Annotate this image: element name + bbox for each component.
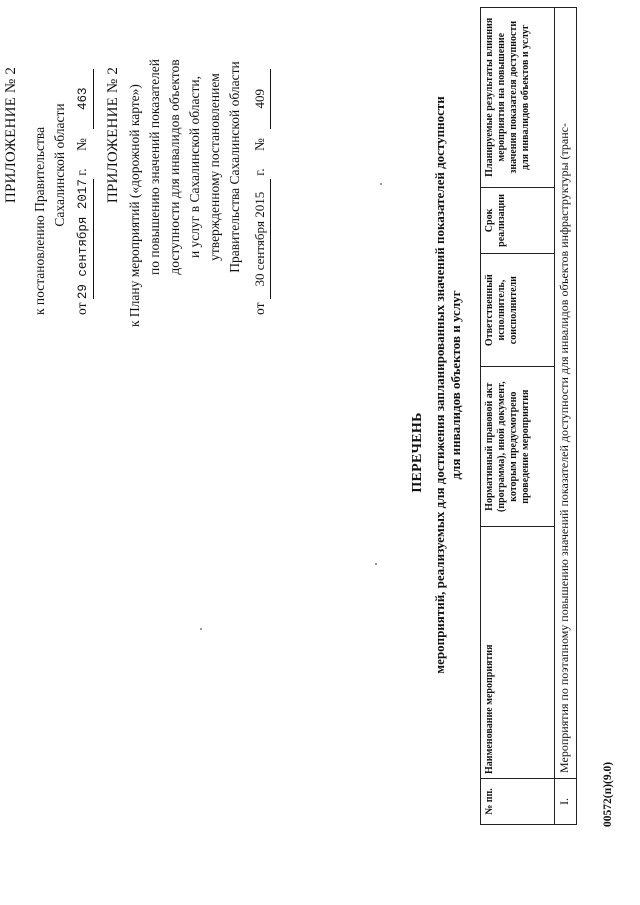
section-number: I.	[555, 778, 577, 824]
col-header-deadline: Срок реализации	[481, 187, 555, 254]
appendix-current-date: 29 сентября 2017	[73, 179, 94, 299]
col-header-legal-act: Нормативный правовой акт (программа), иной документ, которым предусмотрено проведение мероприятия	[481, 366, 555, 526]
appendix-current-date-line	[72, 69, 94, 315]
scan-speck	[375, 563, 377, 565]
appendix-previous-title: ПРИЛОЖЕНИЕ № 2	[105, 66, 121, 204]
appendix-current-title: ПРИЛОЖЕНИЕ № 2	[3, 66, 19, 204]
appendix-previous-date: 30 сентября 2015	[250, 179, 271, 299]
col-header-planned-results: Планируемые результаты влияния мероприятия на повышение значения показателя доступности для инвалидов объектов и услуг	[481, 8, 555, 188]
col-header-responsible: Ответственный исполнитель, соисполнители	[481, 254, 555, 367]
appendix-previous-line: и услуг в Сахалинской области,	[187, 75, 202, 259]
document-title: ПЕРЕЧЕНЬ	[410, 412, 425, 493]
number-sign: №	[252, 138, 267, 151]
document-subtitle-line1: мероприятий, реализуемых для достижения запланированных значений показателей доступности	[432, 96, 447, 674]
document-code: 00572(п)(9.0)	[602, 761, 614, 827]
from-word: от	[74, 302, 89, 315]
scan-speck	[200, 628, 202, 630]
appendix-previous-text	[125, 7, 245, 327]
document-subtitle-line2: для инвалидов объектов и услуг	[448, 290, 463, 480]
appendix-previous-number: 409	[250, 69, 271, 129]
year-suffix: г.	[74, 168, 89, 176]
appendix-current-line2: Сахалинской области	[52, 103, 67, 227]
from-word: от	[252, 302, 267, 315]
number-sign: №	[74, 138, 89, 151]
appendix-previous-line: доступности для инвалидов объектов	[167, 59, 182, 275]
appendix-previous-line: Правительства Сахалинской области	[227, 61, 242, 273]
year-suffix: г.	[252, 168, 267, 176]
col-header-number: № пп.	[481, 778, 555, 824]
appendix-current-line1: к постановлению Правительства	[32, 126, 47, 315]
table-row	[555, 8, 577, 825]
appendix-previous-line: по повышению значений показателей	[147, 58, 162, 276]
appendix-previous-date-line	[250, 69, 271, 315]
appendix-previous-line: утвержденному постановлением	[207, 73, 222, 261]
scan-speck	[380, 183, 382, 185]
appendix-previous-line: к Плану мероприятий («дорожной карте»)	[127, 84, 142, 327]
col-header-measure-name: Наименование мероприятия	[481, 527, 555, 779]
section-title: Мероприятия по поэтапному повышению значений показателей доступности для инвалидов объектов инфраструктуры (транс-	[555, 8, 577, 779]
appendix-current-number: 463	[73, 69, 94, 129]
measures-table	[480, 7, 577, 825]
